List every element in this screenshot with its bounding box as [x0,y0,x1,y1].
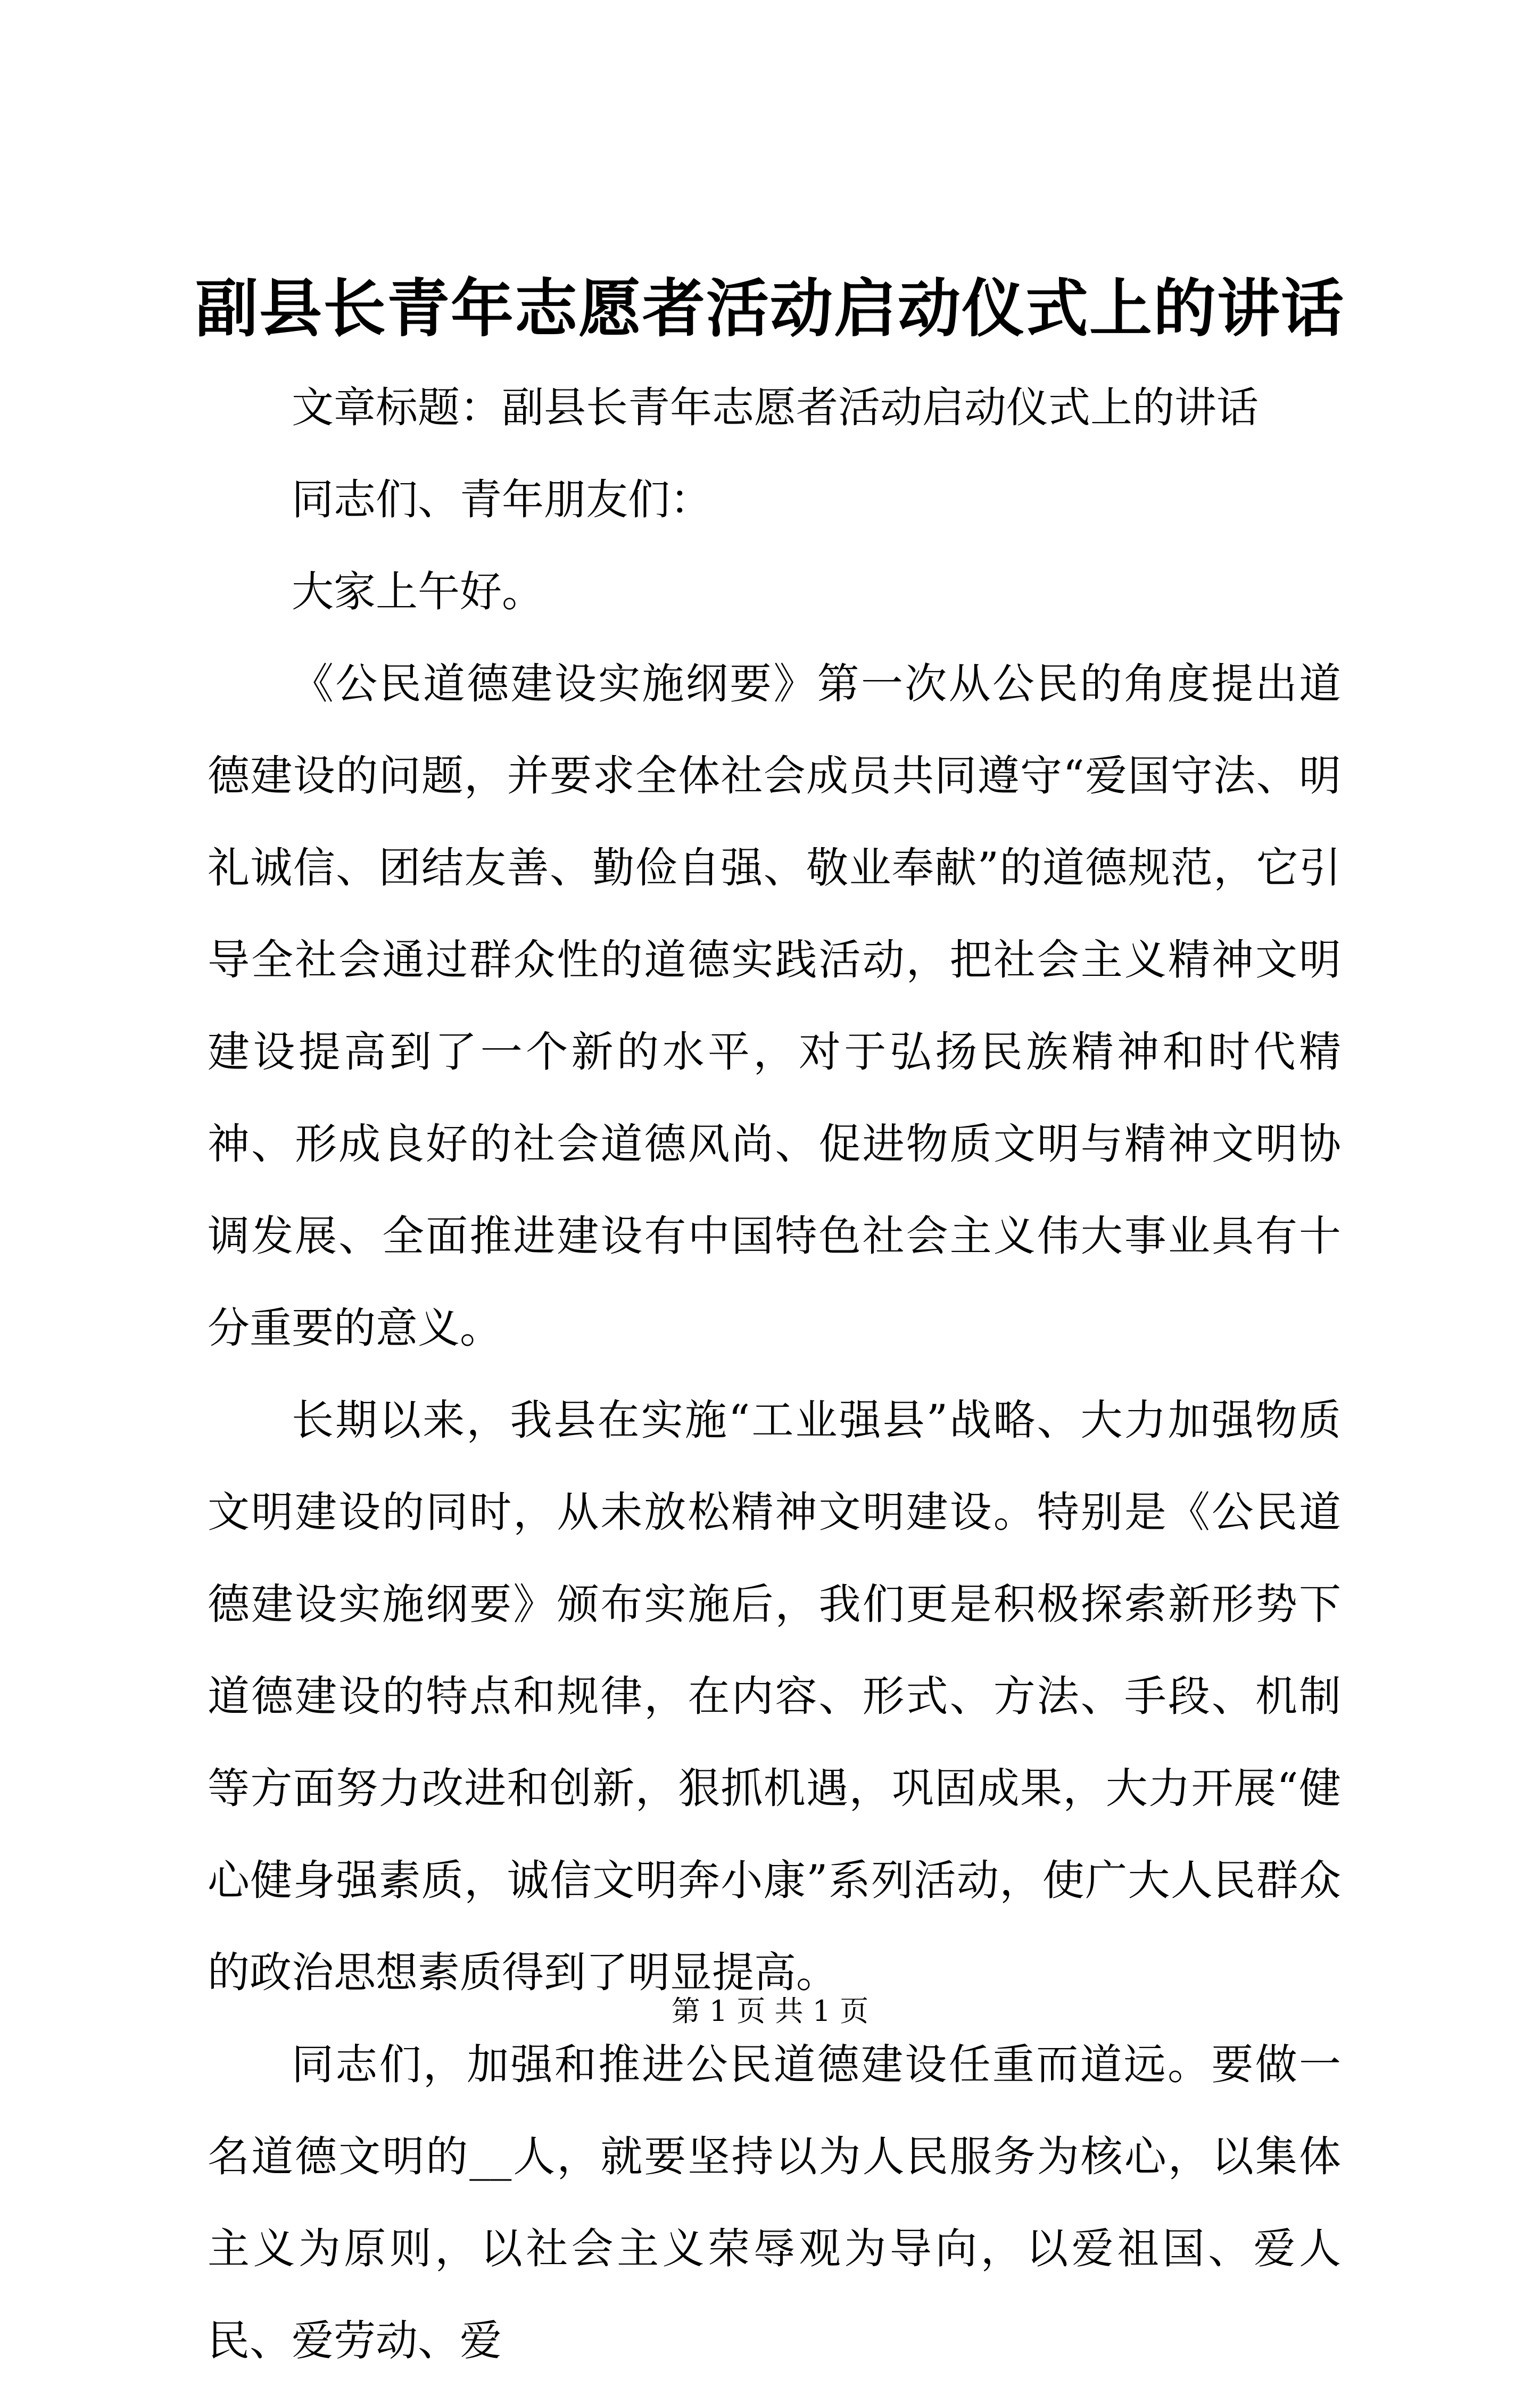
body-paragraph: 长期以来，我县在实施“工业强县”战略、大力加强物质文明建设的同时，从未放松精神文明建设。特别是《公民道德建设实施纲要》颁布实施后，我们更是积极探索新形势下道德建设的特点和规律，在内容、形式、方法、手段、机制等方面努力改进和创新，狠抓机遇，巩固成果，大力开展“健心健身强素质，诚信文明奔小康”系列活动，使广大人民群众的政治思想素质得到了明显提高。 [208,1396,1341,1997]
greeting: 大家上午好。 [292,567,544,616]
body-paragraph: 同志们，加强和推进公民道德建设任重而道远。要做一名道德文明的__人，就要坚持以为人民服务为核心，以集体主义为原则，以社会主义荣辱观为导向，以爱祖国、爱人民、爱劳动、爱 [208,2040,1341,2365]
document-body [208,362,1341,2387]
page-number-footer: 第 1 页 共 1 页 [671,1994,869,2028]
body-paragraph: 《公民道德建设实施纲要》第一次从公民的角度提出道德建设的问题，并要求全体社会成员共同遵守“爱国守法、明礼诚信、团结友善、勤俭自强、敬业奉献”的道德规范，它引导全社会通过群众性的道德实践活动，把社会主义精神文明建设提高到了一个新的水平，对于弘扬民族精神和时代精神、形成良好的社会道德风尚、促进物质文明与精神文明协调发展、全面推进建设有中国特色社会主义伟大事业具有十分重要的意义。 [208,659,1341,1353]
document-title: 副县长青年志愿者活动启动仪式上的讲话 [195,271,1345,345]
article-title-line: 文章标题：副县长青年志愿者活动启动仪式上的讲话 [292,383,1259,432]
salutation: 同志们、青年朋友们： [292,475,712,524]
